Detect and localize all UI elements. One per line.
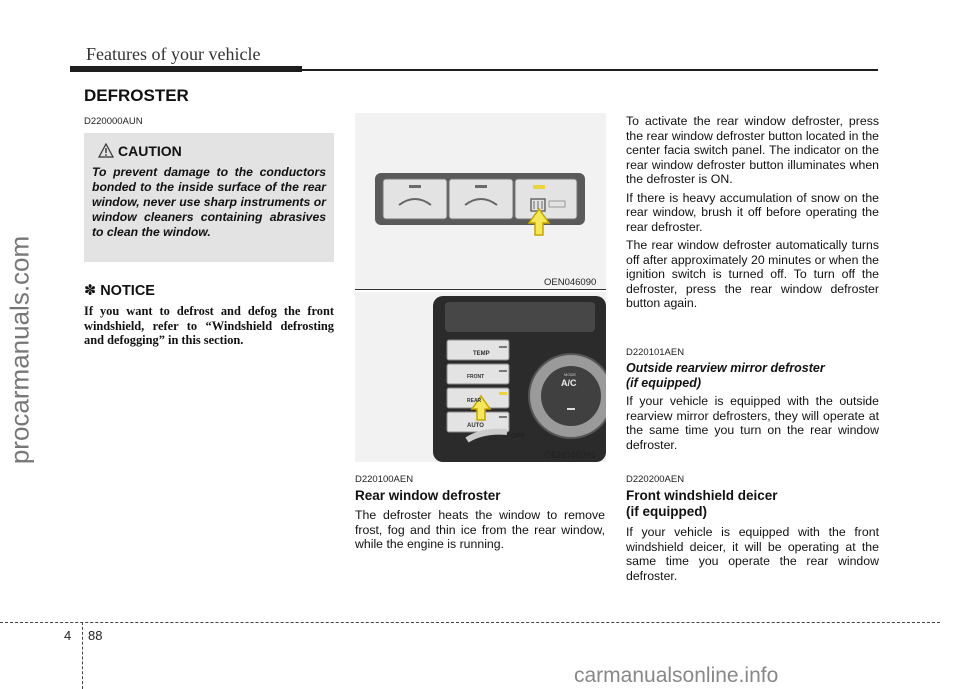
rear-defroster-code: D220100AEN xyxy=(355,474,414,485)
side-watermark-text: procarmanuals.com xyxy=(4,235,35,465)
panel-label-mode: MODE xyxy=(564,372,576,377)
panel-label-rear: REAR xyxy=(467,398,482,404)
mirror-code: D220101AEN xyxy=(626,347,685,358)
rear-defroster-text: The defroster heats the window to remove frost, fog and thin ice from the rear window, while the engine is running. xyxy=(355,508,605,551)
section-code: D220000AUN xyxy=(84,116,143,127)
footer-rule xyxy=(0,622,940,623)
warning-triangle-icon xyxy=(98,143,114,158)
deicer-heading-line1: Front windshield deicer xyxy=(626,488,778,503)
panel-label-off: OFF xyxy=(511,433,525,440)
page-header-title: Features of your vehicle xyxy=(86,44,261,64)
deicer-text: If your vehicle is equipped with the front windshield deicer, it will be operating at the same time you operate the rear window defroster. xyxy=(626,525,879,583)
section-title: DEFROSTER xyxy=(84,86,189,105)
figure-a-caption: OEN046090 xyxy=(544,277,597,288)
caution-box xyxy=(84,133,334,262)
panel-label-temp: TEMP xyxy=(473,351,490,357)
panel-label-front: FRONT xyxy=(467,374,485,380)
header-rule-thin xyxy=(302,69,878,71)
deicer-heading-line2: (if equipped) xyxy=(626,504,707,519)
figure-divider xyxy=(355,289,606,290)
mirror-text: If your vehicle is equipped with the outside rearview mirror defrosters, they will operate at the same time you turn on the rear window defroster. xyxy=(626,394,879,452)
notice-text: If you want to defrost and defog the front windshield, refer to “Windshield defrosting and defogging” in this section. xyxy=(84,304,334,347)
caution-text: To prevent damage to the conductors bonded to the inside surface of the rear window, never use sharp instruments or window cleaners containing abrasives to clean the window. xyxy=(92,165,326,239)
footer-divider xyxy=(82,622,83,689)
right-column xyxy=(626,114,879,315)
notice-symbol: ✽ xyxy=(84,283,97,299)
caution-title: CAUTION xyxy=(118,143,182,159)
notice-title xyxy=(84,283,155,299)
figure-b-climate-panel xyxy=(355,292,606,462)
snow-paragraph: If there is heavy accumulation of snow on the rear window, brush it off before operating the rear defroster. xyxy=(626,190,879,234)
panel-label-ac: A/C xyxy=(561,378,577,388)
deicer-code: D220200AEN xyxy=(626,474,685,485)
rear-defroster-heading: Rear window defroster xyxy=(355,488,501,503)
page-number: 88 xyxy=(88,628,103,643)
side-watermark xyxy=(0,140,40,560)
header-rule-thick xyxy=(70,66,302,72)
panel-label-auto: AUTO xyxy=(467,423,484,429)
figure-a-switch-panel xyxy=(355,113,606,289)
chapter-number: 4 xyxy=(64,628,72,643)
bottom-watermark: carmanualsonline.info xyxy=(574,664,779,687)
mirror-heading-line2: (if equipped) xyxy=(626,376,701,390)
figure-b-caption: OEN046091 xyxy=(544,450,597,461)
activation-paragraph: To activate the rear window defroster, press the rear window defroster button located in the center facia switch panel. The indicator on the rear window defroster button illuminates when the defroster is ON. xyxy=(626,114,879,186)
auto-off-paragraph: The rear window defroster automatically turns off after approximately 20 minutes or when the ignition switch is turned off. To turn off the defroster, press the rear window defroster button again. xyxy=(626,238,879,310)
mirror-heading-line1: Outside rearview mirror defroster xyxy=(626,361,825,375)
notice-title-text: NOTICE xyxy=(100,283,155,299)
